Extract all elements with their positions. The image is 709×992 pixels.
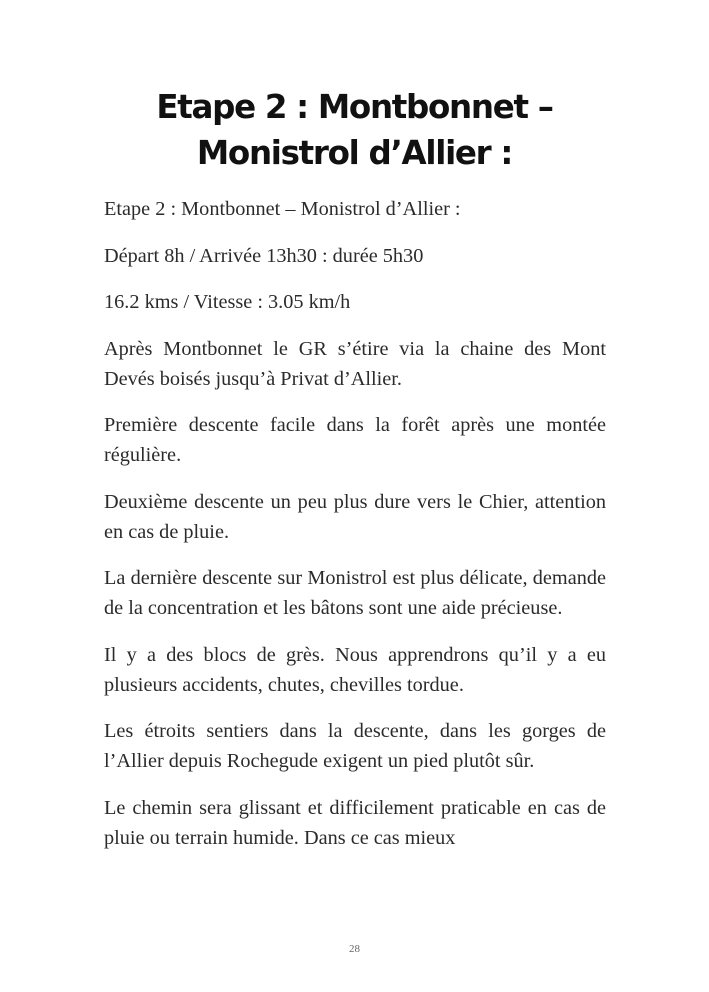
paragraph: Les étroits sentiers dans la descente, dans les gorges de l’Allier depuis Rochegude exigent un pied plutôt sûr. [104,720,606,772]
paragraph: La dernière descente sur Monistrol est plus délicate, demande de la concentration et les bâtons sont une aide précieuse. [104,567,606,619]
paragraph-schedule: Départ 8h / Arrivée 13h30 : durée 5h30 [104,244,424,267]
title-line-2: Monistrol d’Allier : [196,134,513,172]
paragraph-stage-heading: Etape 2 : Montbonnet – Monistrol d’Allier : [104,198,461,220]
paragraph-distance-speed: 16.2 kms / Vitesse : 3.05 km/h [104,291,351,313]
body-text [104,194,606,853]
title-line-1: Etape 2 : Montbonnet – [156,88,553,126]
page-title [60,84,649,176]
paragraph: Il y a des blocs de grès. Nous apprendrons qu’il y a eu plusieurs accidents, chutes, chevilles tordue. [104,643,606,696]
paragraph: Après Montbonnet le GR s’étire via la chaine des Mont Devés boisés jusqu’à Privat d’Allier. [104,337,606,390]
page-number: 28 [349,943,360,955]
paragraph-continued: Le chemin sera glissant et difficilement praticable en cas de pluie ou terrain humide. Dans ce cas mieux [104,796,606,849]
paragraph: Première descente facile dans la forêt après une montée régulière. [104,414,606,466]
paragraph: Deuxième descente un peu plus dure vers le Chier, attention en cas de pluie. [104,490,606,543]
